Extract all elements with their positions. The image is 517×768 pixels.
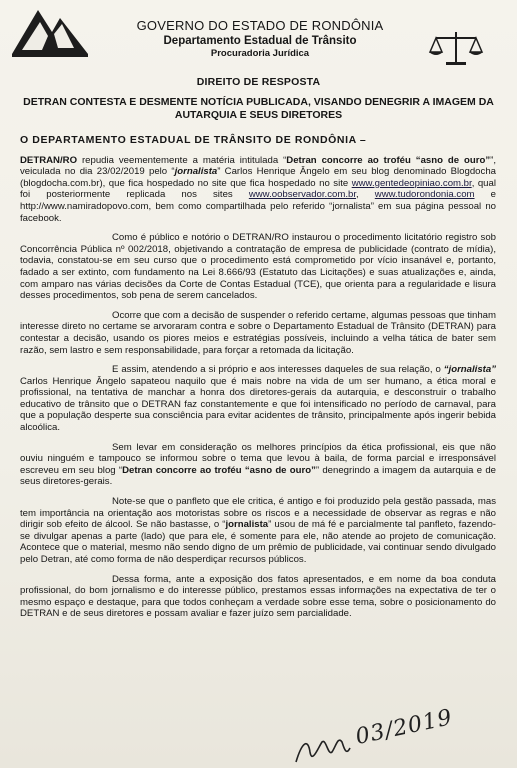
- government-name: GOVERNO DO ESTADO DE RONDÔNIA: [136, 18, 384, 33]
- paragraph-4: E assim, atendendo a si próprio e aos interesses daqueles de sua relação, o “jornalista” Carlos Henrique Ângelo sapateou naquilo que é mais nobre na vida de um ser humano, a ética moral e profissional, na tentativa de manchar a honra dos diretores-gerais da autarquia, e desconstruir o trabalho educativo de trânsito que o DETRAN faz constantemente e que foi intensificado no período de carnaval, para que a população desperte sua consciência para evitar acidentes de trânsito, principalmente após ingerir bebida alcoólica.: [20, 364, 496, 434]
- headline: DETRAN CONTESTA E DESMENTE NOTÍCIA PUBLICADA, VISANDO DENEGRIR A IMAGEM DA AUTARQUIA E SEUS DIRETORES: [23, 96, 494, 121]
- rondonia-state-logo: [8, 4, 92, 60]
- department-name: Departamento Estadual de Trânsito: [163, 35, 357, 47]
- lead-title: O DEPARTAMENTO ESTADUAL DE TRÂNSITO DE RONDÔNIA –: [20, 134, 367, 146]
- paragraph-2: Como é público e notório o DETRAN/RO instaurou o procedimento licitatório registro sob Concorrência Pública nº 002/2018, objetivando a contratação de empresa de publicidade (contrato de mídia), todavia, constatou-se em seu curso que o procedimento está comprometido por vício insanável e, portanto, fadado a ser extinto, com fundamento na Lei 8.666/93 (Estatuto das Licitações) e suas atualizações e, ainda, com amparo nas várias decisões da Corte de Contas Estadual (TCE), que orienta para a regularidade e lisura desses procedimentos, sob pena de serem cancelados.: [20, 232, 496, 302]
- document-body: [20, 135, 496, 628]
- scales-of-justice-icon: [428, 28, 484, 68]
- link-tudorondonia: www.tudorondonia.com: [374, 189, 475, 201]
- office-name: Procuradoria Jurídica: [210, 48, 310, 59]
- handwritten-date: 03/2019: [353, 705, 455, 750]
- letterhead: [110, 18, 410, 60]
- paragraph-6: Note-se que o panfleto que ele critica, é antigo e foi produzido pela gestão passada, mas tem importância na orientação aos motoristas sobre os riscos e a necessidade de observar as regras e não dirigir sob efeito de álcool. Se não bastasse, o “jornalista” usou de má fé e parcialmente tal panfleto, fazendo-se divulgar apenas a parte (lado) que para ele, é somente para ele, não atende ao projeto de comunicação. Acontece que o material, mesmo não sendo digno de um prêmio de publicidade, vai continuar sendo divulgado pelo Detran, até como forma de não desperdiçar recursos públicos.: [20, 496, 496, 565]
- document-type: DIREITO DE RESPOSTA: [196, 76, 321, 88]
- paragraph-3: Ocorre que com a decisão de suspender o referido certame, algumas pessoas que tinham interesse direto no certame se arvoraram contra e sobre o Departamento Estadual de Trânsito (DETRAN) para contestar a decisão, usando os piores meios e estratégias possíveis, incluindo a velha tática de bater sem razão, sem lastro e sem responsabilidade, para forçar a retomada da licitação.: [20, 309, 496, 356]
- paragraph-5: Sem levar em consideração os melhores princípios da ética profissional, eis que não ouviu ninguém e tampouco se informou sobre o tema que levou à baila, de forma parcial e irresponsável escreveu em seu blog “Detran concorre ao troféu “asno de ouro”” denegrindo a imagem da autarquia e de seus diretores-gerais.: [20, 441, 496, 488]
- paragraph-1: DETRAN/RO repudia veementemente a matéria intitulada “Detran concorre ao troféu “asno de ouro””, veiculada no dia 23/02/2019 pelo “jornalista” Carlos Henrique Ângelo em seu blog denominado Blogdocha (blogdocha.com.br), que fica hospedado no site que fica hospedado no site www.gentedeopiniao.com.br, qual foi posteriormente replicada nos sites www.oobservador.com.br, www.tudorondonia.com e http://www.namiradopovo.com, bem como compartilhada pelo referido “jornalista” em sua página pessoal no facebook.: [20, 154, 496, 224]
- link-oobservador: www.oobservador.com.br: [248, 189, 357, 201]
- paragraph-7: Dessa forma, ante a exposição dos fatos apresentados, e em nome da boa conduta profissional, do bom jornalismo e do interesse público, prestamos essas informações na expectativa de ter o mesmo espaço e destaque, para que todos conheçam a verdade sobre esse tema, sobre o posicionamento do DETRAN e de seus diretores e possam avaliar e fazer juízo sem parcialidade.: [20, 573, 496, 620]
- link-gentedeopiniao: www.gentedeopiniao.com.br: [351, 177, 472, 189]
